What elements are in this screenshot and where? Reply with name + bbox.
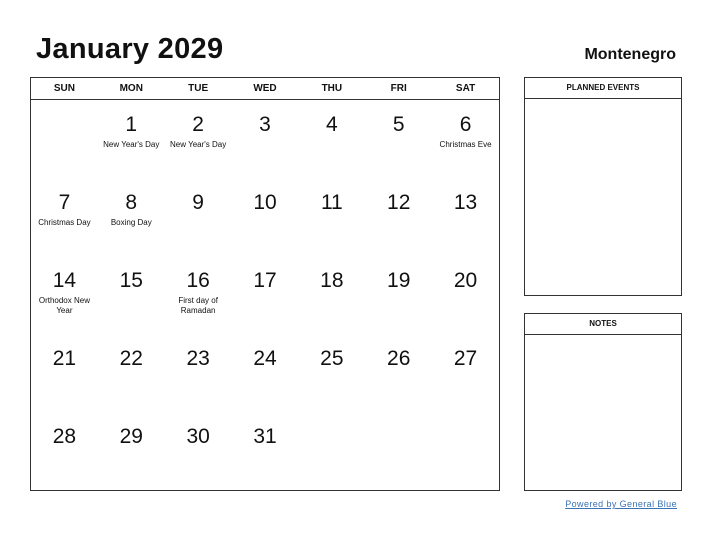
day-number: 8 — [125, 191, 138, 214]
day-cell — [365, 412, 432, 490]
holiday-label: Boxing Day — [110, 218, 152, 227]
holiday-label: Christmas Eve — [439, 140, 492, 149]
holiday-label: First day of Ramadan — [178, 296, 218, 315]
day-number: 17 — [253, 269, 277, 292]
day-number: 6 — [459, 113, 472, 136]
day-cell — [31, 256, 98, 334]
day-cell — [298, 100, 365, 178]
day-number: 30 — [186, 425, 210, 448]
day-number: 2 — [192, 113, 204, 136]
powered-by-link[interactable]: Powered by General Blue — [565, 499, 677, 509]
day-number: 27 — [453, 347, 478, 370]
day-cell — [365, 256, 432, 334]
notes-panel — [524, 313, 682, 491]
holiday-label: Orthodox New Year — [38, 296, 90, 315]
day-number: 5 — [392, 113, 405, 136]
day-cell — [165, 100, 232, 178]
calendar-body — [31, 100, 499, 490]
day-number: 15 — [119, 269, 143, 292]
day-cell — [232, 100, 299, 178]
day-cell — [298, 178, 365, 256]
day-number: 10 — [253, 191, 277, 214]
day-number: 21 — [52, 347, 77, 370]
calendar-grid — [30, 77, 500, 491]
day-cell — [232, 256, 299, 334]
day-number: 1 — [125, 113, 138, 136]
day-number: 28 — [52, 425, 77, 448]
day-cell — [432, 412, 499, 490]
day-number: 11 — [320, 191, 343, 214]
weekday-sat: SAT — [455, 83, 476, 94]
day-number: 31 — [253, 425, 277, 448]
day-cell — [432, 334, 499, 412]
weekday-tue: TUE — [188, 83, 209, 94]
day-cell — [298, 412, 365, 490]
day-number: 7 — [58, 191, 71, 214]
weekday-fri: FRI — [390, 83, 407, 94]
day-number: 4 — [326, 113, 338, 136]
day-cell — [365, 334, 432, 412]
day-cell — [31, 412, 98, 490]
day-cell — [98, 256, 165, 334]
holiday-label: New Year's Day — [103, 140, 160, 149]
day-number: 29 — [119, 425, 143, 448]
day-cell — [98, 178, 165, 256]
planned-events-title: PLANNED EVENTS — [525, 78, 681, 99]
planned-events-panel — [524, 77, 682, 296]
day-number: 12 — [387, 191, 411, 214]
day-cell — [98, 100, 165, 178]
day-number: 9 — [192, 191, 204, 214]
day-cell — [232, 178, 299, 256]
day-cell — [165, 256, 232, 334]
day-cell — [432, 256, 499, 334]
day-cell — [232, 412, 299, 490]
day-cell — [31, 334, 98, 412]
weekday-mon: MON — [119, 83, 143, 94]
day-number: 23 — [186, 347, 210, 370]
day-number: 24 — [253, 347, 277, 370]
day-cell — [432, 100, 499, 178]
day-number: 22 — [119, 347, 143, 370]
day-cell — [365, 100, 432, 178]
weekday-sun: SUN — [53, 83, 75, 94]
weekday-wed: WED — [253, 83, 277, 94]
day-number: 19 — [387, 269, 411, 292]
holiday-label: Christmas Day — [38, 218, 91, 227]
notes-title: NOTES — [525, 314, 681, 335]
weekday-thu: THU — [321, 83, 343, 94]
day-cell — [98, 334, 165, 412]
day-number: 18 — [320, 269, 344, 292]
day-cell — [31, 100, 98, 178]
day-number: 14 — [52, 269, 77, 292]
holiday-label: New Year's Day — [170, 140, 227, 149]
day-cell — [31, 178, 98, 256]
day-number: 26 — [387, 347, 411, 370]
day-cell — [165, 412, 232, 490]
weekday-header-row — [31, 78, 499, 100]
day-number: 13 — [453, 191, 478, 214]
day-cell — [298, 334, 365, 412]
day-number: 20 — [453, 269, 478, 292]
day-cell — [232, 334, 299, 412]
day-number: 16 — [186, 269, 210, 292]
day-cell — [98, 412, 165, 490]
day-cell — [165, 334, 232, 412]
page-title: January 2029 — [36, 33, 224, 65]
day-number: 25 — [320, 347, 344, 370]
day-cell — [432, 178, 499, 256]
country-label: Montenegro — [584, 46, 676, 63]
day-cell — [165, 178, 232, 256]
day-number: 3 — [259, 113, 271, 136]
day-cell — [298, 256, 365, 334]
day-cell — [365, 178, 432, 256]
